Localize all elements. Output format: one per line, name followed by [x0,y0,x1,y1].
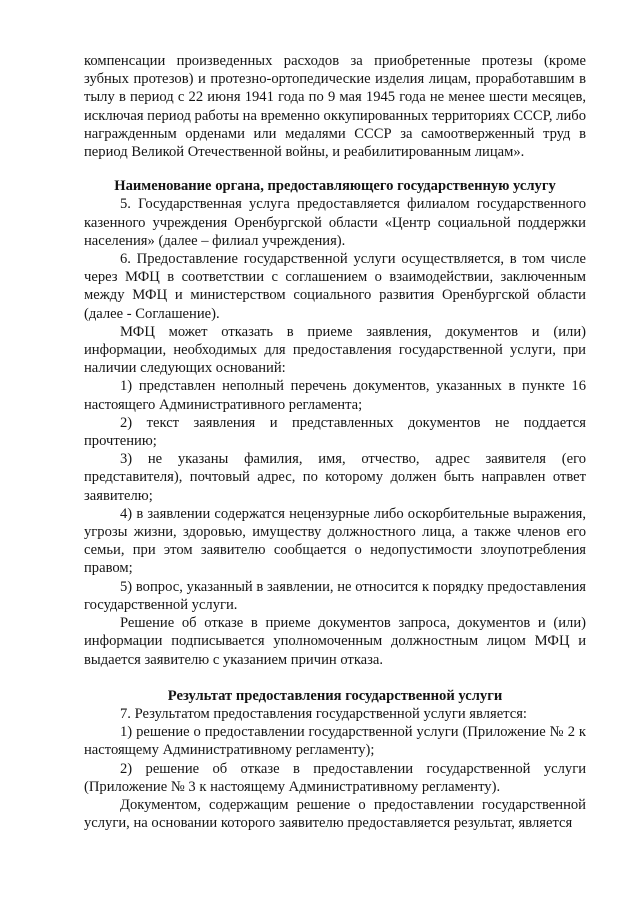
paragraph-result-document: Документом, содержащим решение о предоставлении государственной услуги, на основании которого заявителю предоставляется результат, является [84,796,586,832]
paragraph-5: 5. Государственная услуга предоставляется филиалом государственного казенного учреждения Оренбургской области «Центр социальной поддержки населения» (далее – филиал учреждения). [84,196,586,249]
list-item-4: 4) в заявлении содержатся нецензурные либо оскорбительные выражения, угрозы жизни, здоровью, имуществу должностного лица, а также членов его семьи, при этом заявителю сообщается о недопустимости злоупотребления правом; [84,505,586,577]
paragraph-7: 7. Результатом предоставления государственной услуги является: [120,705,527,722]
list-item-1: 1) представлен неполный перечень документов, указанных в пункте 16 настоящего Административного регламента; [84,378,586,413]
paragraph-mfc-refusal: МФЦ может отказать в приеме заявления, документов и (или) информации, необходимых для предоставления государственной услуги, при наличии следующих оснований: [84,323,586,377]
paragraph-refusal-decision: Решение об отказе в приеме документов запроса, документов и (или) информации подписывается уполномоченным должностным лицом МФЦ и выдается заявителю с указанием причин отказа. [84,615,586,668]
list-item-5: 5) вопрос, указанный в заявлении, не относится к порядку предоставления государственной услуги. [84,578,586,613]
result-item-2: 2) решение об отказе в предоставлении государственной услуги (Приложение № 3 к настоящему Административному регламенту). [84,760,586,795]
paragraph-6: 6. Предоставление государственной услуги осуществляется, в том числе через МФЦ в соответствии с соглашением о взаимодействии, заключенным между МФЦ и министерством социального развития Оренбургской области (далее - Соглашение). [84,251,586,322]
heading-service-result: Результат предоставления государственной услуги [167,687,503,704]
result-item-1: 1) решение о предоставлении государственной услуги (Приложение № 2 к настоящему Административному регламенту); [84,724,586,759]
list-item-3: 3) не указаны фамилия, имя, отчество, адрес заявителя (его представителя), почтовый адрес, по которому должен быть направлен ответ заявителю; [84,451,586,504]
paragraph-compensation: компенсации произведенных расходов за приобретенные протезы (кроме зубных протезов) и протезно-ортопедические изделия лицам, проработавшим в тылу в период с 22 июня 1941 года по 9 мая 1945 года не менее шести месяцев, исключая период работы на временно оккупированных территориях СССР, либо награжденным орденами или медалями СССР за самоотверженный труд в период Великой Отечественной войны, и реабилитированным лицам». [84,53,586,161]
list-item-2: 2) текст заявления и представленных документов не поддается прочтению; [84,414,586,450]
heading-service-authority: Наименование органа, предоставляющего государственную услугу [114,178,556,195]
